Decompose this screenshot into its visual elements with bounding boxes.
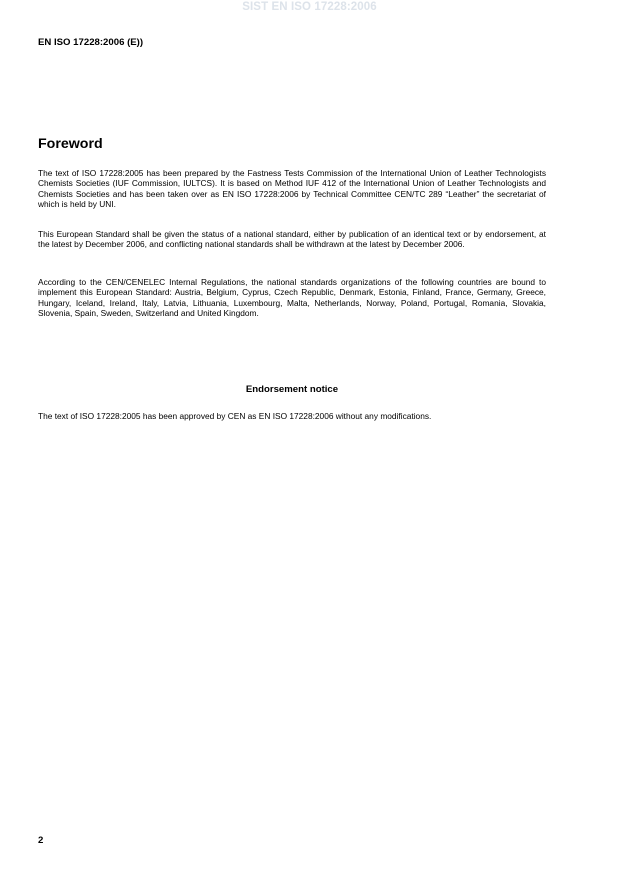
foreword-heading: Foreword bbox=[38, 136, 103, 152]
document-id-header: EN ISO 17228:2006 (E)) bbox=[38, 37, 144, 48]
foreword-paragraph-2: This European Standard shall be given the status of a national standard, either by publication of an identical text or by endorsement, at the latest by December 2006, and conflicting national standards shall be withdrawn at the latest by December 2006. bbox=[38, 229, 546, 250]
endorsement-notice-text: The text of ISO 17228:2005 has been approved by CEN as EN ISO 17228:2006 without any modifications. bbox=[38, 411, 432, 421]
page-number: 2 bbox=[38, 835, 44, 846]
foreword-paragraph-3: According to the CEN/CENELEC Internal Regulations, the national standards organizations of the following countries are bound to implement this European Standard: Austria, Belgium, Cyprus, Czech Republic, Denmark, Estonia, Finland, France, Germany, Greece, Hungary, Iceland, Ireland, Italy, Latvia, Lithuania, Luxembourg, Malta, Netherlands, Norway, Poland, Portugal, Romania, Slovakia, Slovenia, Spain, Sweden, Switzerland and United Kingdom. bbox=[38, 277, 546, 319]
endorsement-notice-heading: Endorsement notice bbox=[245, 384, 339, 395]
watermark: SIST EN ISO 17228:2006 bbox=[242, 1, 377, 13]
foreword-paragraph-1: The text of ISO 17228:2005 has been prepared by the Fastness Tests Commission of the International Union of Leather Technologists Chemists Societies (IUF Commission, IULTCS). It is based on Method IUF 412 of the International Union of Leather Technologists and Chemists Societies and has been taken over as EN ISO 17228:2006 by Technical Committee CEN/TC 289 “Leather” the secretariat of which is held by UNI. bbox=[38, 168, 546, 210]
